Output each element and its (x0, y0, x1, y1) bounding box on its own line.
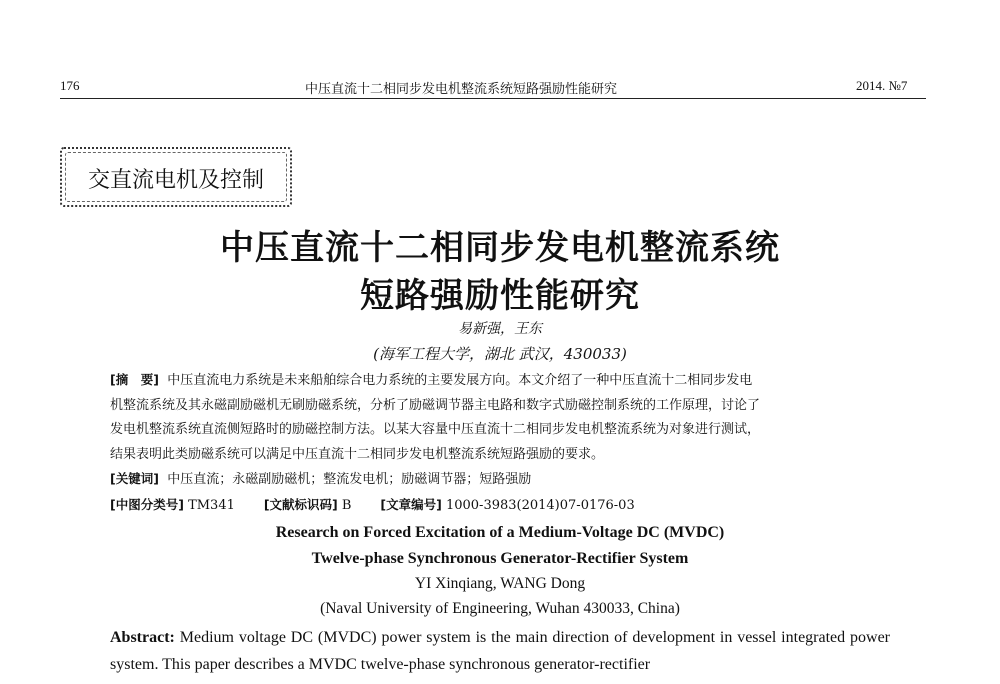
authors-en: YI Xinqiang, WANG Dong (414, 575, 586, 592)
doc-code-value: B (341, 497, 352, 513)
classification-line (110, 493, 890, 519)
abstract-cn-line-1 (110, 368, 890, 394)
title-en-line1: Research on Forced Excitation of a Medium-Voltage DC (MVDC) (275, 524, 725, 541)
article-number-value: 1000-3983(2014)07-0176-03 (445, 497, 635, 513)
keywords-cn-label: [关键词] (110, 471, 159, 486)
abstract-en-label: Abstract: (110, 629, 175, 646)
abstract-cn-line-2: 机整流系统及其永磁副励磁机无刷励磁系统，分析了励磁调节器主电路和数字式励磁控制系统的工作原理，讨论了 (110, 397, 761, 413)
abstract-cn-block (110, 368, 890, 518)
abstract-cn-label: [摘 要] (110, 372, 159, 387)
doc-code-label: [文献标识码] (263, 496, 338, 512)
page-number: 176 (60, 78, 80, 93)
title-en-line2: Twelve-phase Synchronous Generator-Rectifier System (311, 550, 689, 567)
title-cn-line2: 短路强励性能研究 (360, 276, 640, 316)
abstract-en (110, 624, 890, 678)
clc-label: [中图分类号] (110, 496, 184, 512)
abstract-cn-line-3: 发电机整流系统直流侧短路时的励磁控制方法。以某大容量中压直流十二相同步发电机整流系统为对象进行测试， (110, 422, 761, 437)
article-number-label: [文章编号] (380, 496, 442, 512)
header-rule (60, 98, 926, 99)
section-label-box (60, 147, 292, 207)
section-label: 交直流电机及控制 (87, 168, 264, 193)
abstract-cn-text-1: 中压直流电力系统是未来船舶综合电力系统的主要发展方向。本文介绍了一种中压直流十二相同步发电 (167, 373, 753, 388)
running-title: 中压直流十二相同步发电机整流系统短路强励性能研究 (305, 81, 618, 96)
affiliation-cn: (海军工程大学，湖北 武汉，430033) (373, 345, 627, 363)
affiliation-en: (Naval University of Engineering, Wuhan 430033, China) (320, 600, 680, 617)
title-cn-line1: 中压直流十二相同步发电机整流系统 (220, 228, 780, 268)
clc-value: TM341 (188, 497, 235, 513)
keywords-cn-text: 中压直流；永磁副励磁机；整流发电机；励磁调节器；短路强励 (167, 472, 532, 487)
abstract-cn-line-4: 结果表明此类励磁系统可以满足中压直流十二相同步发电机整流系统短路强励的要求。 (110, 446, 605, 462)
keywords-cn (110, 467, 890, 493)
authors-cn: 易新强，王东 (458, 321, 542, 337)
issue-number: 2014. №7 (856, 78, 908, 93)
abstract-en-text: Medium voltage DC (MVDC) power system is the main direction of development in vessel integrated power system. This paper describes a MVDC twelve-phase synchronous generator-rectifier (110, 629, 890, 673)
